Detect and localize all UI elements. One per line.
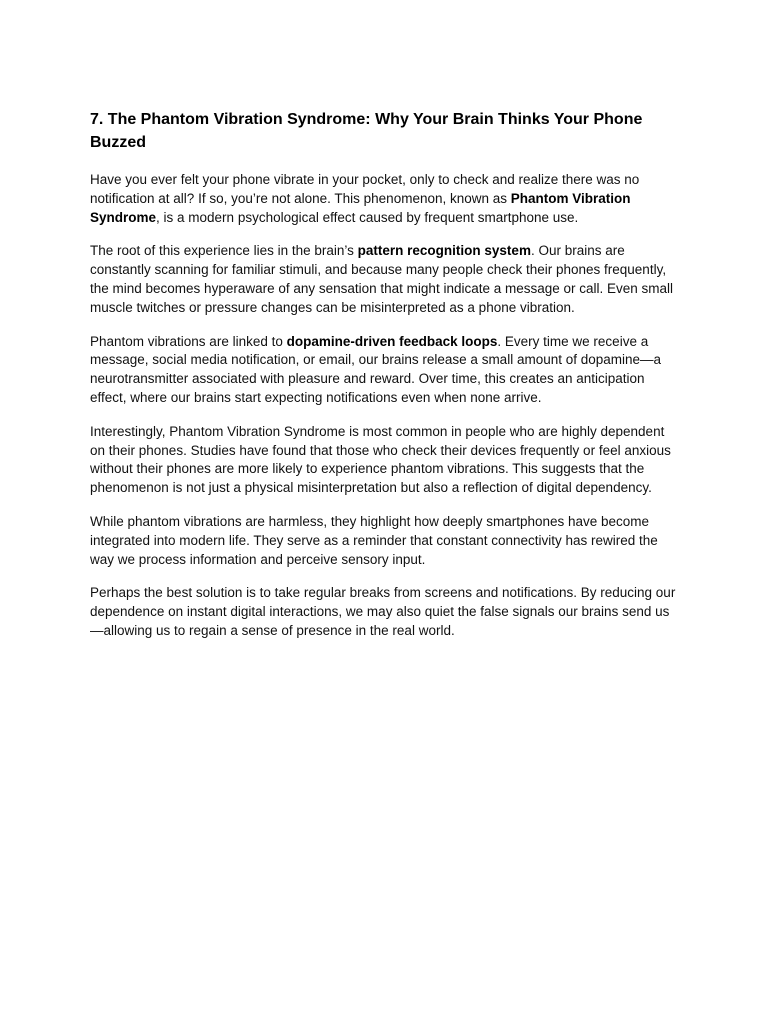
paragraph-pattern-text-a: The root of this experience lies in the brain’s	[90, 243, 358, 259]
paragraph-dopamine-text-a: Phantom vibrations are linked to	[90, 333, 287, 349]
paragraph-solution: Perhaps the best solution is to take regular breaks from screens and notifications. By reducing our dependence on instant digital interactions, we may also quiet the false signals our brains send us—allowing us to regain a sense of presence in the real world.	[90, 585, 676, 638]
paragraph-dopamine-text-c: . Every time we receive a message, social media notification, or email, our brains release a small amount of dopamine—a neurotransmitter associated with pleasure and reward. Over time, this creates an anticipation effect, where our brains start expecting notifications even when none arrive.	[90, 333, 662, 405]
paragraph-dependency: Interestingly, Phantom Vibration Syndrome is most common in people who are highly dependent on their phones. Studies have found that those who check their devices frequently or feel anxious without their phones are more likely to experience phantom vibrations. This suggests that the phenomenon is not just a physical misinterpretation but also a reflection of digital dependency.	[90, 423, 671, 496]
paragraph-intro-text-c: , is a modern psychological effect caused by frequent smartphone use.	[156, 209, 579, 225]
term-dopamine-feedback-loops: dopamine-driven feedback loops	[286, 333, 498, 349]
paragraph-pattern-recognition	[90, 242, 682, 317]
document-title: 7. The Phantom Vibration Syndrome: Why Your Brain Thinks Your Phone Buzzed	[90, 111, 643, 151]
paragraph-pattern-text-c: . Our brains are constantly scanning for familiar stimuli, and because many people check their phones frequently, the mind becomes hyperaware of any sensation that might indicate a message or call. Even small muscle twitches or pressure changes can be misinterpreted as a phone vibration.	[90, 243, 674, 315]
paragraph-intro	[90, 171, 682, 227]
term-pattern-recognition-system: pattern recognition system	[357, 243, 531, 259]
paragraph-intro-text-a: Have you ever felt your phone vibrate in your pocket, only to check and realize there was no notification at all? If so, you’re not alone. This phenomenon, known as	[90, 172, 640, 206]
paragraph-harmless: While phantom vibrations are harmless, they highlight how deeply smartphones have become integrated into modern life. They serve as a reminder that constant connectivity has rewired the way we process information and perceive sensory input.	[90, 513, 658, 567]
term-phantom-vibration-syndrome: Phantom Vibration Syndrome	[90, 190, 631, 225]
document-body	[90, 108, 682, 656]
paragraph-dopamine	[90, 333, 682, 408]
